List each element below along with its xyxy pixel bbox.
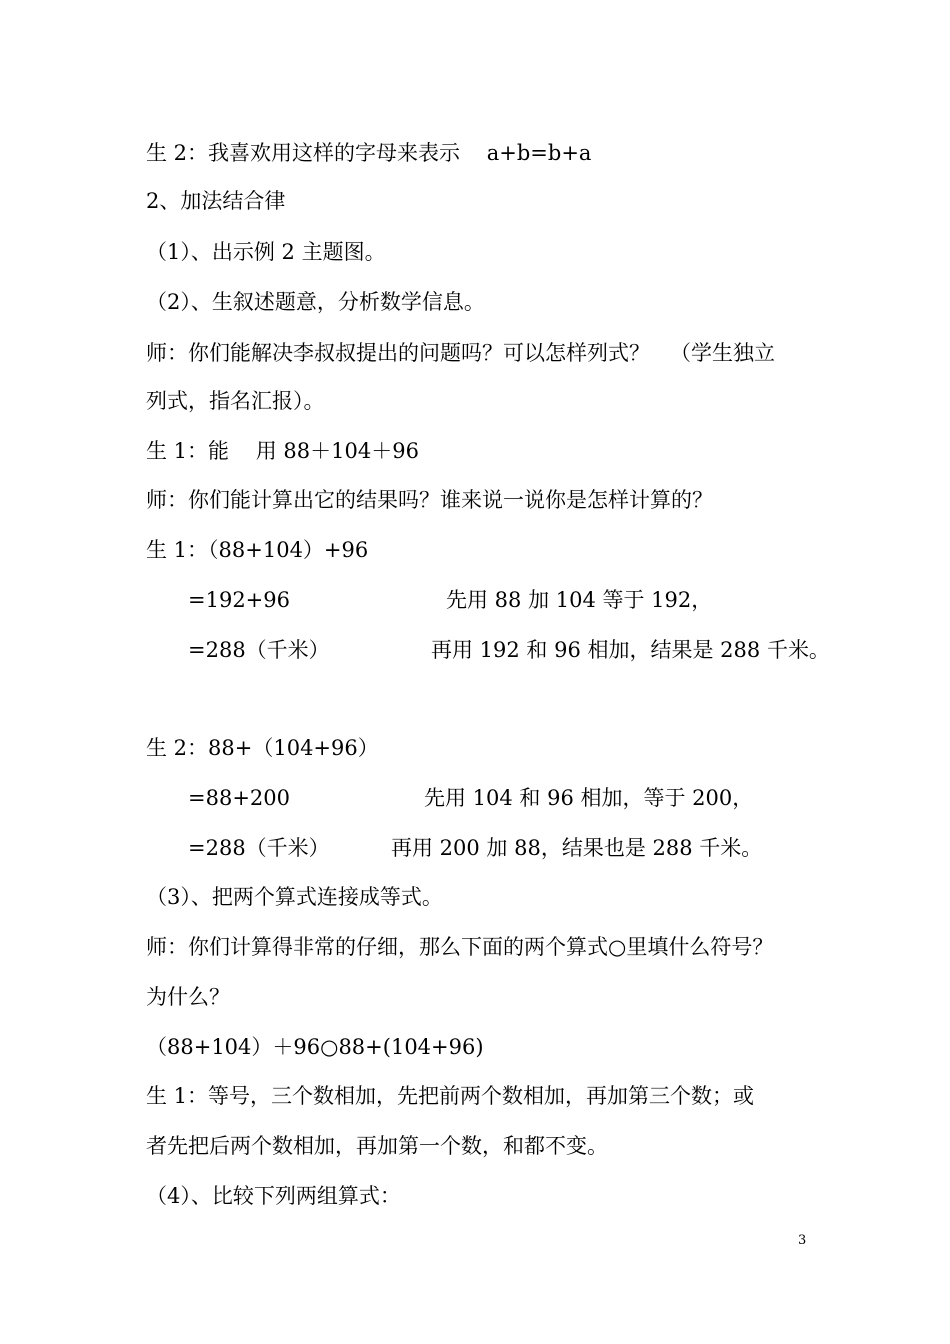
text-line: 师：你们能解决李叔叔提出的问题吗？可以怎样列式？ （学生独立	[146, 341, 776, 365]
text-line: 生 2：我喜欢用这样的字母来表示 a+b=b+a	[146, 141, 592, 165]
text-line: 师：你们计算得非常的仔细，那么下面的两个算式○里填什么符号？	[146, 935, 774, 959]
calculation-step: =88+200	[188, 786, 290, 810]
text-line: 列式，指名汇报）。	[146, 389, 325, 413]
text-line: （3）、把两个算式连接成等式。	[146, 885, 443, 909]
text-line: （4）、比较下列两组算式：	[146, 1184, 401, 1208]
calculation-step: =288（千米）	[188, 836, 330, 860]
text-line: （2）、生叙述题意，分析数学信息。	[146, 290, 485, 314]
text-line: 生 1：等号，三个数相加，先把前两个数相加，再加第三个数；或	[146, 1084, 755, 1108]
text-line: 生 1：能 用 88＋104＋96	[146, 439, 419, 463]
page-number: 3	[798, 1233, 807, 1248]
calculation-step: =192+96	[188, 588, 290, 612]
calculation-step: =288（千米）	[188, 638, 330, 662]
calculation-explanation: 再用 192 和 96 相加，结果是 288 千米。	[431, 638, 830, 662]
section-heading: 2、加法结合律	[146, 189, 286, 213]
text-line: 师：你们能计算出它的结果吗？谁来说一说你是怎样计算的？	[146, 488, 713, 512]
text-line: 者先把后两个数相加，再加第一个数，和都不变。	[146, 1134, 608, 1158]
equation-line: （88+104）＋96○88+(104+96)	[146, 1035, 484, 1059]
text-line: 生 1：（88+104）+96	[146, 538, 369, 562]
calculation-explanation: 先用 88 加 104 等于 192，	[446, 588, 713, 612]
calculation-explanation: 再用 200 加 88，结果也是 288 千米。	[391, 836, 763, 860]
text-line: （1）、出示例 2 主题图。	[146, 240, 386, 264]
text-line: 生 2：88+（104+96）	[146, 736, 379, 760]
calculation-explanation: 先用 104 和 96 相加，等于 200，	[424, 786, 754, 810]
text-line: 为什么？	[146, 985, 230, 1009]
